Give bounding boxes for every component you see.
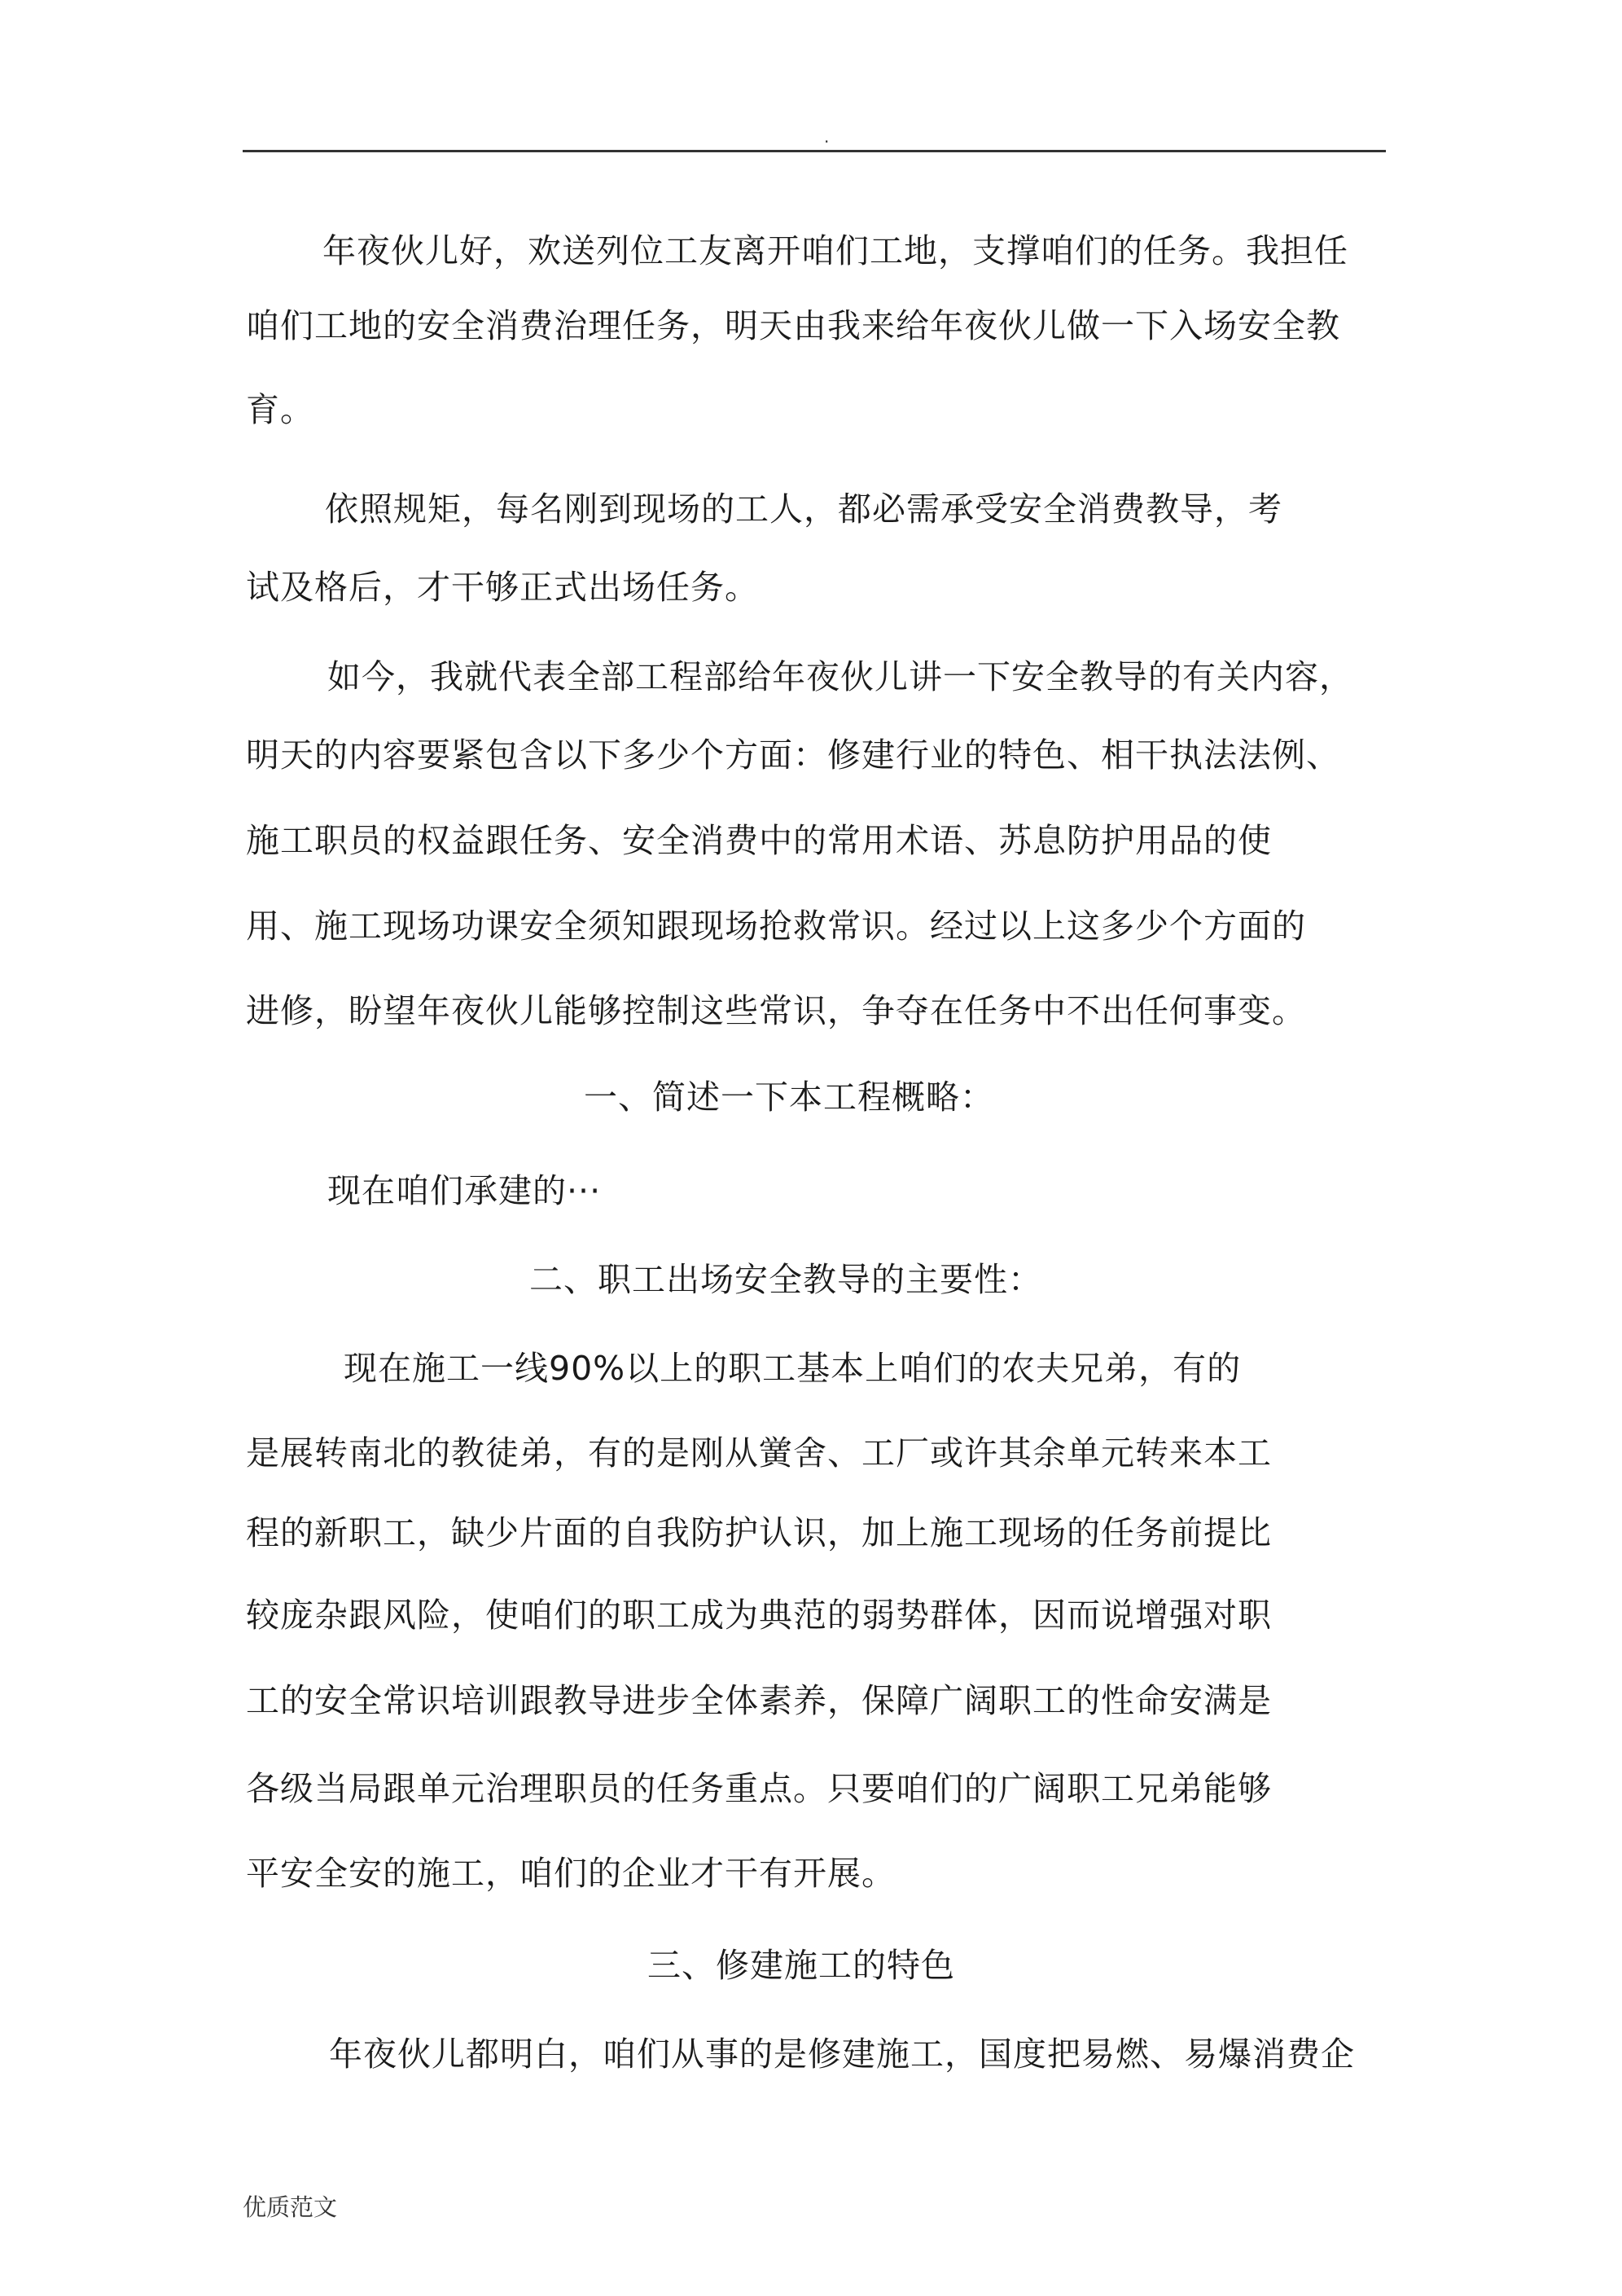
header-rule bbox=[243, 150, 1386, 152]
text-line: 程的新职工，缺少片面的自我防护认识，加上施工现场的任务前提比 bbox=[246, 1513, 1272, 1552]
footer-label: 优质范文 bbox=[243, 2193, 338, 2221]
section-heading: 二、职工出场安全教导的主要性： bbox=[529, 1260, 1042, 1299]
text-line: 年夜伙儿好，欢送列位工友离开咱们工地，支撑咱们的任务。我担任 bbox=[322, 231, 1348, 270]
text-line: 如今，我就代表全部工程部给年夜伙儿讲一下安全教导的有关内容， bbox=[327, 657, 1353, 696]
text-line: 各级当局跟单元治理职员的任务重点。只要咱们的广阔职工兄弟能够 bbox=[246, 1769, 1272, 1808]
text-line: 试及格后，才干够正式出场任务。 bbox=[246, 568, 759, 607]
text-line: 进修，盼望年夜伙儿能够控制这些常识，争夺在任务中不出任何事变。 bbox=[246, 991, 1306, 1030]
text-line: 工的安全常识培训跟教导进步全体素养，保障广阔职工的性命安满是 bbox=[246, 1681, 1272, 1720]
text-line: 较庞杂跟风险，使咱们的职工成为典范的弱势群体，因而说增强对职 bbox=[246, 1596, 1272, 1635]
header-dot: . bbox=[824, 127, 830, 147]
text-line: 施工职员的权益跟任务、安全消费中的常用术语、苏息防护用品的使 bbox=[246, 821, 1272, 860]
text-line: 咱们工地的安全消费治理任务，明天由我来给年夜伙儿做一下入场安全教 bbox=[246, 306, 1340, 345]
text-line: 平安全安的施工，咱们的企业才干有开展。 bbox=[246, 1854, 896, 1893]
text-line: 现在咱们承建的··· bbox=[327, 1171, 602, 1210]
section-heading: 三、修建施工的特色 bbox=[647, 1946, 955, 1985]
text-line: 用、施工现场功课安全须知跟现场抢救常识。经过以上这多少个方面的 bbox=[246, 907, 1306, 946]
text-line: 依照规矩，每名刚到现场的工人，都必需承受安全消费教导，考 bbox=[325, 489, 1282, 529]
text-line: 现在施工一线90%以上的职工基本上咱们的农夫兄弟，有的 bbox=[344, 1349, 1242, 1388]
text-line: 年夜伙儿都明白，咱们从事的是修建施工，国度把易燃、易爆消费企 bbox=[329, 2035, 1355, 2074]
text-line: 是展转南北的教徒弟，有的是刚从黉舍、工厂或许其余单元转来本工 bbox=[246, 1433, 1272, 1473]
section-heading: 一、简述一下本工程概略： bbox=[584, 1078, 994, 1117]
text-line: 明天的内容要紧包含以下多少个方面：修建行业的特色、相干执法法例、 bbox=[246, 735, 1340, 775]
text-line: 育。 bbox=[246, 390, 314, 429]
